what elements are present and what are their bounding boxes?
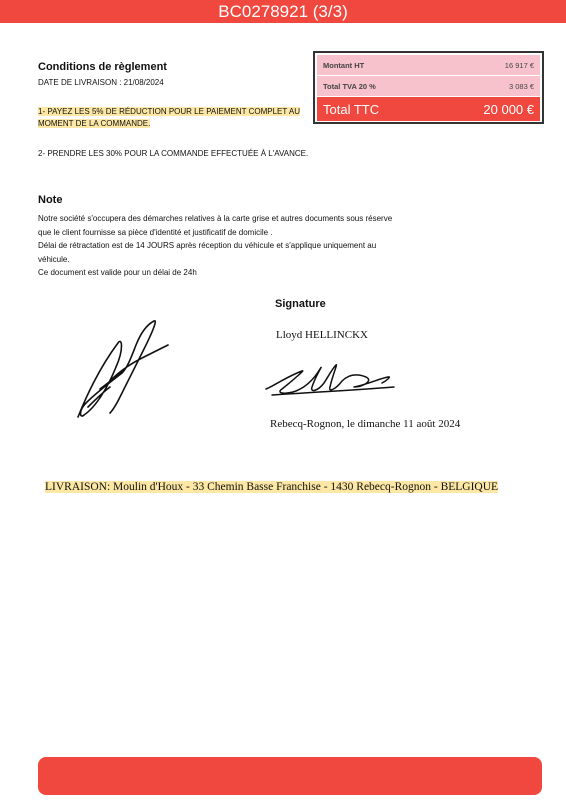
document-header: BC0278921 (3/3) xyxy=(0,0,566,23)
note-line: véhicule. xyxy=(38,254,70,264)
note-title: Note xyxy=(38,194,63,206)
total-ttc-value: 20 000 € xyxy=(483,101,534,117)
totals-box xyxy=(313,51,544,124)
client-signature-image xyxy=(72,315,177,423)
note-line: Ce document est valide pour un délai de 24h xyxy=(38,268,197,277)
total-tva-row xyxy=(317,76,540,96)
delivery-address xyxy=(45,481,498,493)
footer-bar xyxy=(38,757,542,795)
delivery-date: DATE DE LIVRAISON : 21/08/2024 xyxy=(38,78,164,87)
total-tva-value: 3 083 € xyxy=(508,81,534,91)
total-ttc-row xyxy=(317,97,540,121)
total-ttc-label: Total TTC xyxy=(323,101,380,117)
dealer-signature-image xyxy=(262,357,398,401)
note-line: que le client fournisse sa pièce d'identité et justificatif de domicile . xyxy=(38,227,273,237)
conditions-title: Conditions de règlement xyxy=(38,61,167,73)
condition-item-2: 2- PRENDRE LES 30% POUR LA COMMANDE EFFECTUÉE À L'AVANCE. xyxy=(38,149,309,158)
note-line: Délai de rétractation est de 14 JOURS après réception du véhicule et s'applique uniquement au xyxy=(38,241,377,250)
note-text xyxy=(38,212,438,280)
signatory-name: Lloyd HELLINCKX xyxy=(276,329,368,341)
total-tva-label: Total TVA 20 % xyxy=(323,81,376,91)
delivery-address-text: LIVRAISON: Moulin d'Houx - 33 Chemin Basse Franchise - 1430 Rebecq-Rognon - BELGIQUE xyxy=(45,481,499,493)
signature-title: Signature xyxy=(275,298,326,310)
total-ht-row xyxy=(317,55,540,75)
condition-item-1-line-1: 1- PAYEZ LES 5% DE RÉDUCTION POUR LE PAIEMENT COMPLET AU xyxy=(38,107,300,116)
total-ht-value: 16 917 € xyxy=(504,60,534,70)
signature-place-date: Rebecq-Rognon, le dimanche 11 août 2024 xyxy=(270,418,461,430)
condition-item-1 xyxy=(38,106,300,130)
note-line: Notre société s'occupera des démarches relatives à la carte grise et autres documents sous réserve xyxy=(38,214,393,223)
condition-item-1-line-2: MOMENT DE LA COMMANDE. xyxy=(38,119,151,128)
total-ht-label: Montant HT xyxy=(323,60,365,70)
